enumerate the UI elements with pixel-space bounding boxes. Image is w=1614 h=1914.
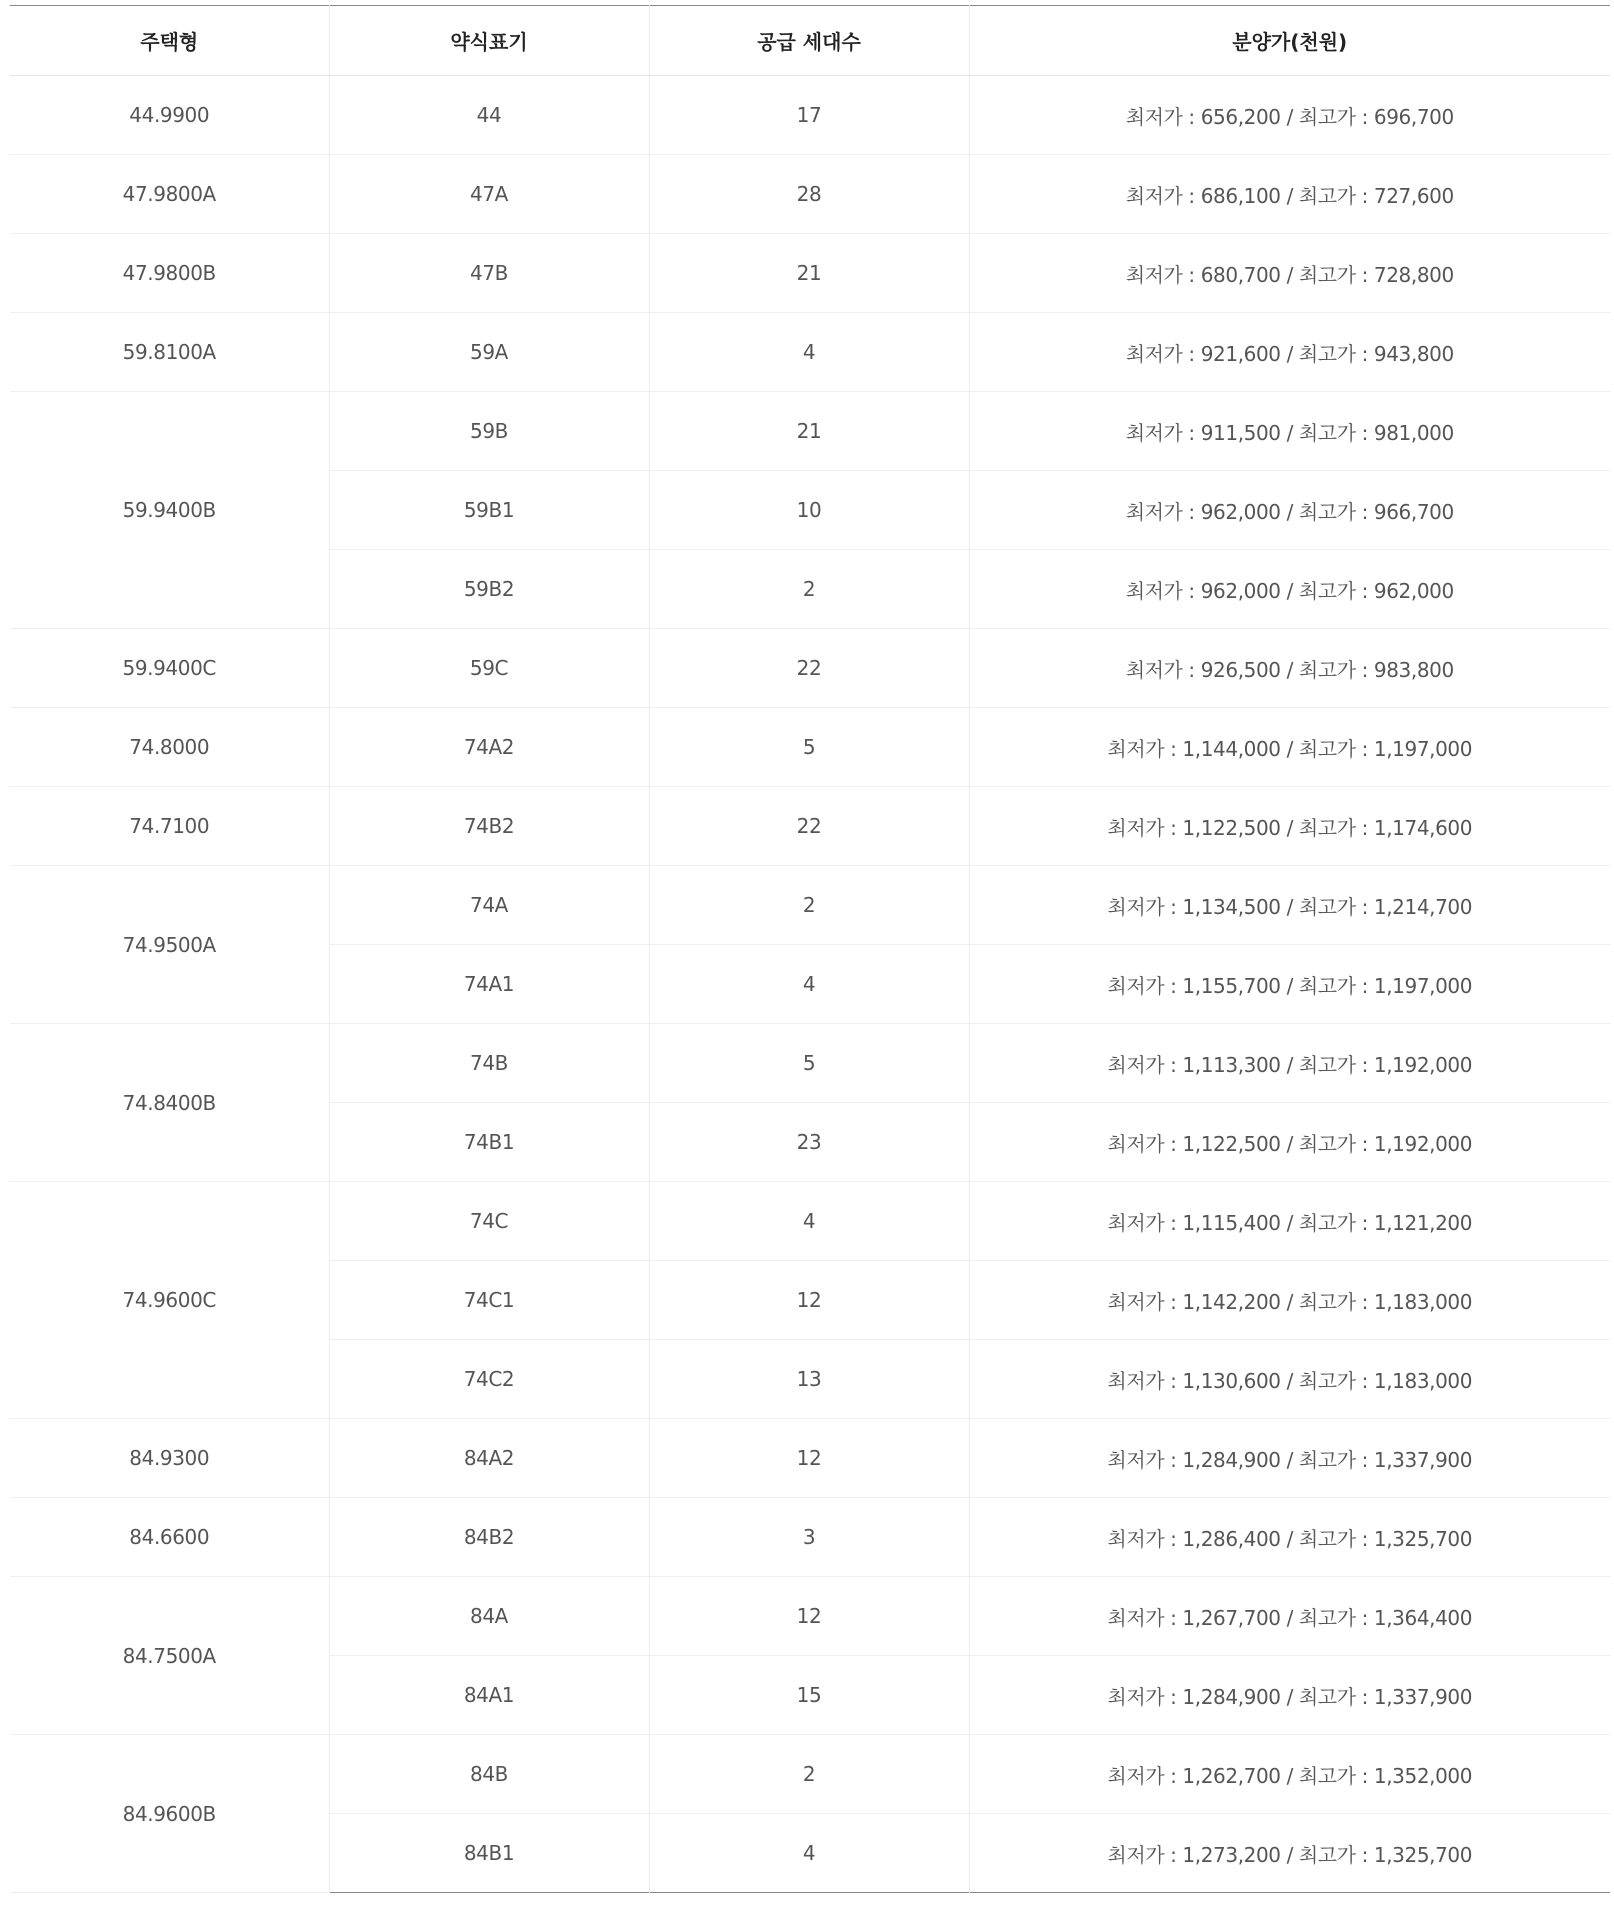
abbreviation-cell: 74A2 <box>329 708 649 787</box>
table-row <box>10 313 1610 392</box>
supply-units-cell: 2 <box>649 550 969 629</box>
abbreviation-cell: 74C2 <box>329 1340 649 1419</box>
abbreviation-cell: 74C1 <box>329 1261 649 1340</box>
supply-units-cell: 22 <box>649 787 969 866</box>
abbreviation-cell: 74B1 <box>329 1103 649 1182</box>
table-row <box>10 155 1610 234</box>
supply-units-cell: 21 <box>649 234 969 313</box>
sale-price-cell: 최저가 : 921,600 / 최고가 : 943,800 <box>969 313 1610 392</box>
supply-units-cell: 4 <box>649 1182 969 1261</box>
supply-units-cell: 12 <box>649 1419 969 1498</box>
supply-units-cell: 22 <box>649 629 969 708</box>
sale-price-cell: 최저가 : 911,500 / 최고가 : 981,000 <box>969 392 1610 471</box>
abbreviation-cell: 74B2 <box>329 787 649 866</box>
header-sale-price: 분양가(천원) <box>969 6 1610 76</box>
abbreviation-cell: 59A <box>329 313 649 392</box>
header-housing-type: 주택형 <box>10 6 329 76</box>
housing-type-cell: 44.9900 <box>10 76 329 155</box>
housing-type-cell: 74.7100 <box>10 787 329 866</box>
sale-price-cell: 최저가 : 1,273,200 / 최고가 : 1,325,700 <box>969 1814 1610 1893</box>
housing-type-cell: 84.9600B <box>10 1735 329 1893</box>
abbreviation-cell: 59C <box>329 629 649 708</box>
supply-units-cell: 4 <box>649 313 969 392</box>
supply-units-cell: 4 <box>649 1814 969 1893</box>
housing-type-cell: 74.8000 <box>10 708 329 787</box>
abbreviation-cell: 84B2 <box>329 1498 649 1577</box>
supply-units-cell: 12 <box>649 1577 969 1656</box>
table-row <box>10 1735 1610 1814</box>
supply-units-cell: 2 <box>649 866 969 945</box>
abbreviation-cell: 84B1 <box>329 1814 649 1893</box>
supply-units-cell: 5 <box>649 708 969 787</box>
supply-units-cell: 5 <box>649 1024 969 1103</box>
supply-units-cell: 17 <box>649 76 969 155</box>
abbreviation-cell: 59B1 <box>329 471 649 550</box>
housing-type-cell: 74.9600C <box>10 1182 329 1419</box>
supply-units-cell: 15 <box>649 1656 969 1735</box>
header-supply-units: 공급 세대수 <box>649 6 969 76</box>
housing-type-cell: 59.9400B <box>10 392 329 629</box>
supply-units-cell: 2 <box>649 1735 969 1814</box>
sale-price-cell: 최저가 : 962,000 / 최고가 : 962,000 <box>969 550 1610 629</box>
sale-price-cell: 최저가 : 686,100 / 최고가 : 727,600 <box>969 155 1610 234</box>
housing-type-cell: 74.8400B <box>10 1024 329 1182</box>
sale-price-cell: 최저가 : 926,500 / 최고가 : 983,800 <box>969 629 1610 708</box>
supply-units-cell: 4 <box>649 945 969 1024</box>
housing-type-cell: 74.9500A <box>10 866 329 1024</box>
sale-price-cell: 최저가 : 1,155,700 / 최고가 : 1,197,000 <box>969 945 1610 1024</box>
sale-price-cell: 최저가 : 656,200 / 최고가 : 696,700 <box>969 76 1610 155</box>
sale-price-cell: 최저가 : 1,130,600 / 최고가 : 1,183,000 <box>969 1340 1610 1419</box>
abbreviation-cell: 74B <box>329 1024 649 1103</box>
sale-price-cell: 최저가 : 962,000 / 최고가 : 966,700 <box>969 471 1610 550</box>
abbreviation-cell: 59B <box>329 392 649 471</box>
abbreviation-cell: 74A <box>329 866 649 945</box>
table-row <box>10 392 1610 471</box>
supply-units-cell: 28 <box>649 155 969 234</box>
supply-units-cell: 23 <box>649 1103 969 1182</box>
housing-type-cell: 84.9300 <box>10 1419 329 1498</box>
housing-type-cell: 84.6600 <box>10 1498 329 1577</box>
supply-price-table-container <box>10 5 1610 1893</box>
abbreviation-cell: 84A1 <box>329 1656 649 1735</box>
supply-units-cell: 21 <box>649 392 969 471</box>
header-row <box>10 6 1610 76</box>
sale-price-cell: 최저가 : 1,144,000 / 최고가 : 1,197,000 <box>969 708 1610 787</box>
header-abbreviation: 약식표기 <box>329 6 649 76</box>
housing-type-cell: 47.9800A <box>10 155 329 234</box>
table-row <box>10 76 1610 155</box>
abbreviation-cell: 84A <box>329 1577 649 1656</box>
abbreviation-cell: 84B <box>329 1735 649 1814</box>
table-header <box>10 6 1610 76</box>
table-row <box>10 234 1610 313</box>
sale-price-cell: 최저가 : 1,113,300 / 최고가 : 1,192,000 <box>969 1024 1610 1103</box>
sale-price-cell: 최저가 : 1,122,500 / 최고가 : 1,174,600 <box>969 787 1610 866</box>
table-row <box>10 1419 1610 1498</box>
sale-price-cell: 최저가 : 1,262,700 / 최고가 : 1,352,000 <box>969 1735 1610 1814</box>
supply-units-cell: 13 <box>649 1340 969 1419</box>
supply-units-cell: 12 <box>649 1261 969 1340</box>
sale-price-cell: 최저가 : 1,286,400 / 최고가 : 1,325,700 <box>969 1498 1610 1577</box>
table-row <box>10 787 1610 866</box>
table-row <box>10 629 1610 708</box>
table-row <box>10 1498 1610 1577</box>
sale-price-cell: 최저가 : 680,700 / 최고가 : 728,800 <box>969 234 1610 313</box>
table-row <box>10 866 1610 945</box>
table-row <box>10 708 1610 787</box>
sale-price-cell: 최저가 : 1,142,200 / 최고가 : 1,183,000 <box>969 1261 1610 1340</box>
sale-price-cell: 최저가 : 1,115,400 / 최고가 : 1,121,200 <box>969 1182 1610 1261</box>
supply-price-table <box>10 5 1610 1893</box>
sale-price-cell: 최저가 : 1,284,900 / 최고가 : 1,337,900 <box>969 1419 1610 1498</box>
sale-price-cell: 최저가 : 1,122,500 / 최고가 : 1,192,000 <box>969 1103 1610 1182</box>
table-row <box>10 1182 1610 1261</box>
table-row <box>10 1577 1610 1656</box>
abbreviation-cell: 47A <box>329 155 649 234</box>
abbreviation-cell: 74A1 <box>329 945 649 1024</box>
table-body <box>10 76 1610 1893</box>
supply-units-cell: 3 <box>649 1498 969 1577</box>
abbreviation-cell: 74C <box>329 1182 649 1261</box>
housing-type-cell: 47.9800B <box>10 234 329 313</box>
sale-price-cell: 최저가 : 1,267,700 / 최고가 : 1,364,400 <box>969 1577 1610 1656</box>
abbreviation-cell: 59B2 <box>329 550 649 629</box>
housing-type-cell: 84.7500A <box>10 1577 329 1735</box>
sale-price-cell: 최저가 : 1,284,900 / 최고가 : 1,337,900 <box>969 1656 1610 1735</box>
housing-type-cell: 59.8100A <box>10 313 329 392</box>
table-row <box>10 1024 1610 1103</box>
abbreviation-cell: 44 <box>329 76 649 155</box>
housing-type-cell: 59.9400C <box>10 629 329 708</box>
abbreviation-cell: 47B <box>329 234 649 313</box>
abbreviation-cell: 84A2 <box>329 1419 649 1498</box>
supply-units-cell: 10 <box>649 471 969 550</box>
sale-price-cell: 최저가 : 1,134,500 / 최고가 : 1,214,700 <box>969 866 1610 945</box>
